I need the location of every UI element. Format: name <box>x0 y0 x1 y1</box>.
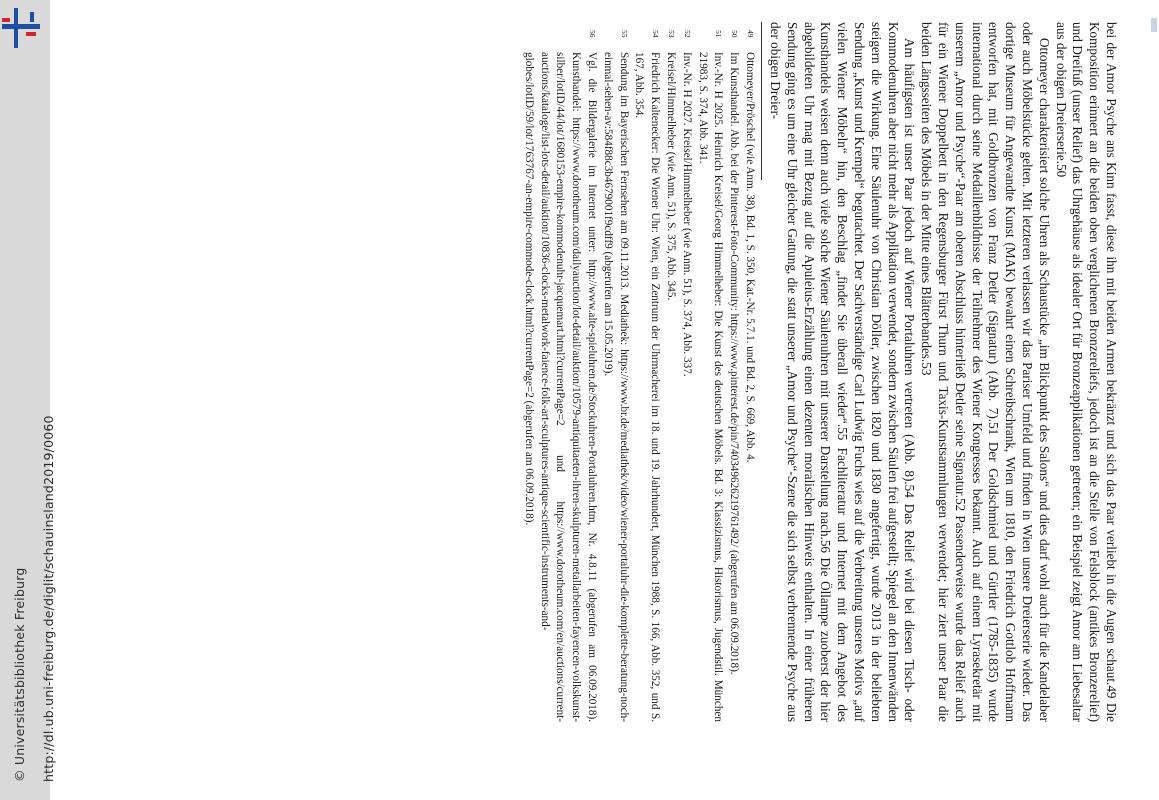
footnote: 53 Kreisel/Himmelheber (wie Anm. 51), S. 375, Abb. 345. <box>665 30 678 301</box>
footnote: 50 Im Kunsthandel. Abb. bei der Pinterest-Foto-Community: https://www.pinterest.de/pin/740349626219761492/ (abgerufen am 06.09.2018). <box>728 30 741 675</box>
ub-freiburg-logo-icon[interactable] <box>2 8 42 48</box>
body-text <box>766 22 1119 722</box>
scroll-indicator[interactable] <box>1151 18 1157 32</box>
footnote: 49 Ottomeyer/Pröschel (wie Anm. 38), Bd. 1, S. 350, Kat.-Nr. 5.7.1. und Bd. 2, S. 669, Abb. 4. <box>744 30 756 463</box>
footnote: 55 Sendung im Bayerischen Fernsehen am 09.11.2013. Mediathek: https://www.br.de/mediathek/video/wiener-portaluhr-die-komplette-beratung-noch-einmal-sehen-av:584f88c3b4679001f9cdff9 (abgerufen am 15.05.2019). <box>601 30 630 722</box>
copyright-notice: © Universitätsbibliothek Freiburg <box>12 567 27 782</box>
scanned-page <box>89 0 1119 800</box>
footnote-divider <box>761 22 762 180</box>
footnote: 52 Inv.-Nr. H 2027. Kreisel/Himmelheber (wie Anm. 51), S. 374, Abb. 337. <box>680 30 693 377</box>
paragraph: Ottomeyer charakterisiert solche Uhren als Schaustücke „im Blickpunkt des Salons“ und dies darf wohl auch für die Kandelaber oder auch Möbelstücke gelten. Mit letzteren verlassen wir das Pariser Umfeld und finden in Wien unsere Dreierserie wieder. Das dortige Museum für Angewandte Kunst (MAK) bewahrt einen Schreibschrank, Wien um 1810, den Friedrich Gottlob Hoffmann entworfen hat, mit Goldbronzen von Franz Detler (Signatur) (Abb. 7).51 Der Goldschmied und Gürtler (1785-1835) wurde international durch seine Medaillenbildnisse der Teilnehmer des Wiener Kongresses bekannt. Auch auf einem Lyrasekretär mit unserem „Amor und Psyche“-Paar am oberen Abschluss hinterließ Detler seine Signatur.52 Passenderweise wurde das Relief auch für ein Wiener Doppelbett in den Regensburger Fürst Thurn und Taxis-Kunstsammlungen verwendet; hier ziert unser Paar die beiden Längsseiten des Möbels in der Mitte eines Blätterbandes.53 <box>919 22 1052 722</box>
paragraph: Am häufigsten ist unser Paar jedoch auf Wiener Portaluhren vertreten (Abb. 8).54 Das Relief wird bei diesen Tisch- oder Kommodenuhren aber nicht mehr als Applikation verwendet, sondern zwischen Säulen frei aufgestellt; Spiegel an den Innenwänden steigern die Wirkung. Eine Säulenuhr von Christian Döller, zwischen 1820 und 1830 angefertigt, wurde 2013 in der beliebten Sendung „Kunst und Krempel“ begutachtet. Der Sachverständige Carl Ludwig Fuchs wies auf die Verbreitung unseres Motivs „auf vielen Wiener Möbeln“ hin, den Beschlag „findet Sie überall wieder“.55 Fachliteratur und Internet mit dem Angebot des Kunsthandels weisen denn auch viele solche Wiener Säulenuhren mit unserer Darstellung nach.56 Die Öllampe zuoberst der hier abgebildeten Uhr mag mit Bezug auf die Apuleius-Erzählung einen dezenten moralischen Hinweis enthalten. In einer früheren Sendung ging es um eine Uhr gleicher Gattung, die statt unserer „Amor und Psyche“-Szene die sich selbst verbrennende Psyche aus der obigen Dreier- <box>768 22 918 722</box>
page-url[interactable]: http://dl.ub.uni-freiburg.de/diglit/schauinsland2019/0060 <box>41 415 56 782</box>
footnote: 54 Friedrich Kaltenecker: Die Wiener Uhr: Wien, ein Zentrum der Uhrmacherei im 18. und 19. Jahrhundert, München 1988, S. 166, Abb. 352, und S. 167, Abb. 354. <box>633 30 662 722</box>
footnotes <box>520 22 757 722</box>
footnote: 56 Vgl. die Bildergalerie im Internet unter: http://www.alte-spieluhren.de/Stockuhren-Portaluhren.htm, Nr. 4.8.11 (abgerufen am 06.09.2018). Kunsthandel: https://www.dorotheum.com/dailyauction/lot-detail/auktion/10579-antiquitaeten-ihren-skulpturen-metallarbeiten-fayencen-volkskunst-silber/lotID/44/lot/1680153-empire-kommodenuhr-jacquemart.html?currentPage=2 und https://www.dorotheum.com/en/auctions/current-auctions/kataloge/list-lots-detail/auktion/10836-clocks-metalwork-faience-folk-art-sculptures-antique-scientific-instruments-and-globes/lotID/59/lot/1763767-an-empire-commode-clock.html?currentPage=2 (abgerufen am 06.09.2018). <box>522 30 599 722</box>
viewer-side-strip <box>0 0 56 800</box>
footnote: 51 Inv.-Nr. H 2025. Heinrich Kreisel/Georg Himmelheber: Die Kunst des deutschen Möbels. Bd. 3: Klassizismus, Historismus, Jugendstil. München 21983, S. 374, Abb. 341. <box>696 30 725 722</box>
paragraph: bei der Amor Psyche ans Kinn fasst, diese ihn mit beiden Armen bekränzt und sich das Paar verliebt in die Augen schaut.49 Die Komposition erinnert an die beiden oben verglichenen Bronzereliefs, jedoch ist an die Stelle von Felsblock (antikes Bronzerelief) und Dreifuß (unser Relief) das Uhrgehäuse als idealer Ort für Bronzeapplikationen getreten; ein Beispiel zeigt Amor am Liebesaltar aus der obigen Dreierserie.50 <box>1053 22 1119 722</box>
